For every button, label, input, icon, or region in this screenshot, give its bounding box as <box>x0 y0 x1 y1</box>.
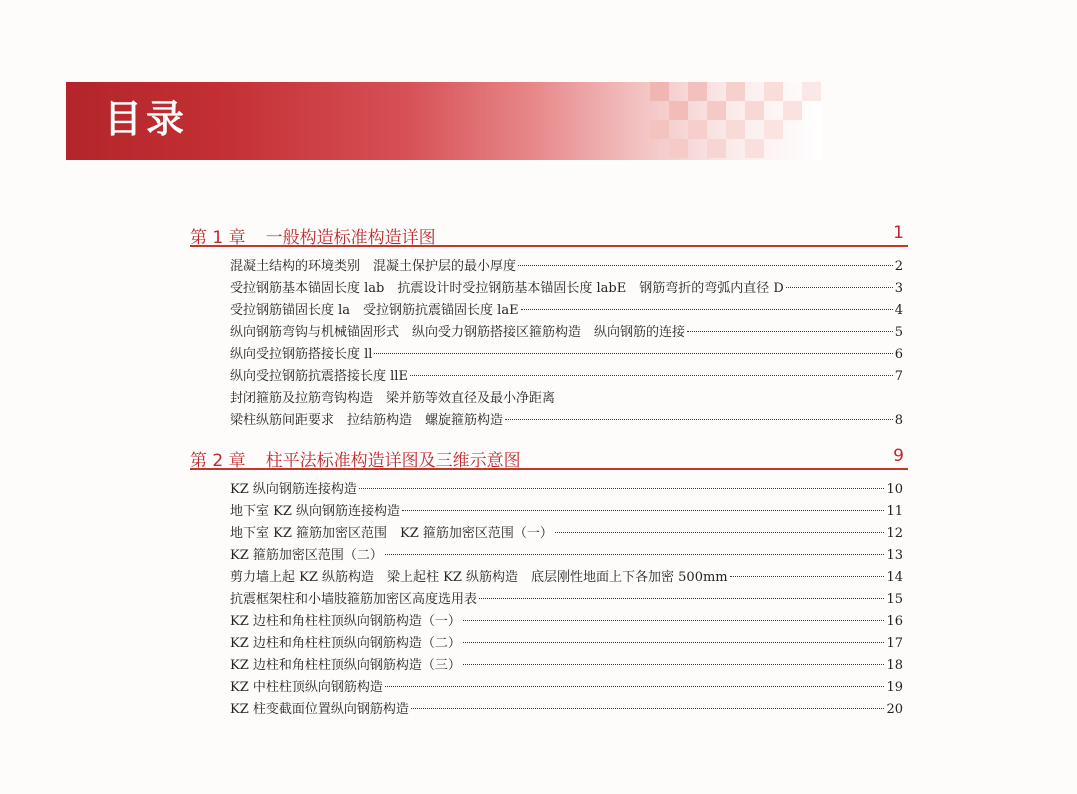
toc-entry-page: 10 <box>886 482 903 497</box>
toc-entry[interactable] <box>230 479 903 501</box>
checker-square <box>650 82 669 101</box>
toc-entry-title: KZ 边柱和角柱柱顶纵向钢筋构造（二） <box>230 636 461 651</box>
dot-leader <box>385 553 885 555</box>
chapter-title: 一般构造标准构造详图 <box>265 228 436 248</box>
dot-leader <box>687 330 893 332</box>
chapter-page-number: 9 <box>893 446 904 466</box>
dot-leader <box>463 641 885 643</box>
toc-entry-page: 16 <box>886 614 903 629</box>
toc-entry[interactable] <box>230 655 903 677</box>
checker-square <box>783 101 802 120</box>
toc-entry-title: KZ 纵向钢筋连接构造 <box>230 482 357 497</box>
dot-leader <box>410 374 893 376</box>
toc-entry-page: 12 <box>886 526 903 541</box>
toc-entry-title: 封闭箍筋及拉筋弯钩构造 梁并筋等效直径及最小净距离 <box>230 391 556 406</box>
toc-entry-title: 受拉钢筋锚固长度 la 受拉钢筋抗震锚固长度 laE <box>230 303 519 318</box>
dot-leader <box>479 597 884 599</box>
checker-square <box>745 139 764 158</box>
toc-entry-title: 梁柱纵筋间距要求 拉结筋构造 螺旋箍筋构造 <box>230 413 504 428</box>
toc-list <box>230 256 903 436</box>
toc-entry[interactable] <box>230 256 903 278</box>
toc-entry-title: 抗震框架柱和小墙肢箍筋加密区高度选用表 <box>230 592 478 607</box>
chapter-page-number: 1 <box>893 223 904 243</box>
toc-entry-title: 混凝土结构的环境类别 混凝土保护层的最小厚度 <box>230 259 517 274</box>
title-banner <box>66 82 821 160</box>
dot-leader <box>463 663 885 665</box>
chapter-title-wrap <box>190 446 521 471</box>
dot-leader <box>402 509 884 511</box>
toc-entry-page: 14 <box>886 570 903 585</box>
toc-entry[interactable] <box>230 699 903 721</box>
toc-entry[interactable] <box>230 545 903 567</box>
toc-entry-page: 20 <box>886 702 903 717</box>
dot-leader <box>463 619 885 621</box>
toc-entry-title: 纵向受拉钢筋抗震搭接长度 llE <box>230 369 408 384</box>
checker-square <box>802 82 821 101</box>
toc-entry[interactable] <box>230 278 903 300</box>
toc-entry[interactable] <box>230 410 903 432</box>
dot-leader <box>359 487 885 489</box>
toc-entry-title: 纵向钢筋弯钩与机械锚固形式 纵向受力钢筋搭接区箍筋构造 纵向钢筋的连接 <box>230 325 686 340</box>
toc-entry[interactable] <box>230 567 903 589</box>
toc-entry-page: 18 <box>886 658 903 673</box>
toc-entry-page: 2 <box>894 259 903 274</box>
chapter-label: 第 2 章 <box>190 451 246 471</box>
toc-entry[interactable] <box>230 523 903 545</box>
toc-entry-page: 7 <box>894 369 903 384</box>
toc-entry-page: 4 <box>894 303 903 318</box>
checker-square <box>764 82 783 101</box>
toc-entry-page: 5 <box>894 325 903 340</box>
toc-entry-page: 11 <box>886 504 903 519</box>
dot-leader <box>555 531 885 533</box>
dot-leader <box>521 308 893 310</box>
toc-entry[interactable] <box>230 501 903 523</box>
chapter-title-wrap <box>190 223 436 248</box>
checker-square <box>669 139 688 158</box>
toc-entry[interactable] <box>230 589 903 611</box>
toc-entry-title: 地下室 KZ 箍筋加密区范围 KZ 箍筋加密区范围（一） <box>230 526 553 541</box>
checker-square <box>688 120 707 139</box>
toc-entry-title: KZ 箍筋加密区范围（二） <box>230 548 383 563</box>
toc-entry[interactable] <box>230 322 903 344</box>
toc-entry[interactable] <box>230 633 903 655</box>
toc-entry-page: 19 <box>886 680 903 695</box>
checker-square <box>669 101 688 120</box>
dot-leader <box>786 286 893 288</box>
toc-entry-title: KZ 柱变截面位置纵向钢筋构造 <box>230 702 409 717</box>
toc-entry-page: 3 <box>894 281 903 296</box>
checker-square <box>707 139 726 158</box>
toc-entry-title: KZ 边柱和角柱柱顶纵向钢筋构造（一） <box>230 614 461 629</box>
checker-square <box>650 120 669 139</box>
dot-leader <box>730 575 885 577</box>
checker-square <box>726 120 745 139</box>
toc-entry-page: 15 <box>886 592 903 607</box>
toc-entry-page: 13 <box>886 548 903 563</box>
toc-list <box>230 479 903 723</box>
toc-entry-title: 纵向受拉钢筋搭接长度 ll <box>230 347 373 362</box>
chapter-heading[interactable] <box>190 446 908 470</box>
dot-leader <box>374 352 892 354</box>
toc-entry-page: 17 <box>886 636 903 651</box>
chapter-title: 柱平法标准构造详图及三维示意图 <box>265 451 521 471</box>
toc-entry[interactable] <box>230 344 903 366</box>
page-title: 目录 <box>104 97 189 141</box>
dot-leader <box>385 685 885 687</box>
toc-entry[interactable] <box>230 611 903 633</box>
toc-entry-title: KZ 边柱和角柱柱顶纵向钢筋构造（三） <box>230 658 461 673</box>
toc-entry-page: 8 <box>894 413 903 428</box>
dot-leader <box>505 418 893 420</box>
dot-leader <box>411 707 885 709</box>
toc-entry-title: KZ 中柱柱顶纵向钢筋构造 <box>230 680 383 695</box>
checker-square <box>726 82 745 101</box>
toc-entry[interactable] <box>230 677 903 699</box>
toc-entry-title: 受拉钢筋基本锚固长度 lab 抗震设计时受拉钢筋基本锚固长度 labE 钢筋弯折的弯弧内直径 D <box>230 281 784 296</box>
toc-entry[interactable] <box>230 388 903 410</box>
toc-entry[interactable] <box>230 300 903 322</box>
chapter-heading[interactable] <box>190 223 908 247</box>
checker-square <box>707 101 726 120</box>
toc-entry[interactable] <box>230 366 903 388</box>
dot-leader <box>518 264 893 266</box>
checker-square <box>688 82 707 101</box>
toc-entry-title: 剪力墙上起 KZ 纵筋构造 梁上起柱 KZ 纵筋构造 底层刚性地面上下各加密 500mm <box>230 570 728 585</box>
checker-square <box>764 120 783 139</box>
toc-entry-title: 地下室 KZ 纵向钢筋连接构造 <box>230 504 401 519</box>
checker-square <box>745 101 764 120</box>
toc-entry-page: 6 <box>894 347 903 362</box>
chapter-label: 第 1 章 <box>190 228 246 248</box>
